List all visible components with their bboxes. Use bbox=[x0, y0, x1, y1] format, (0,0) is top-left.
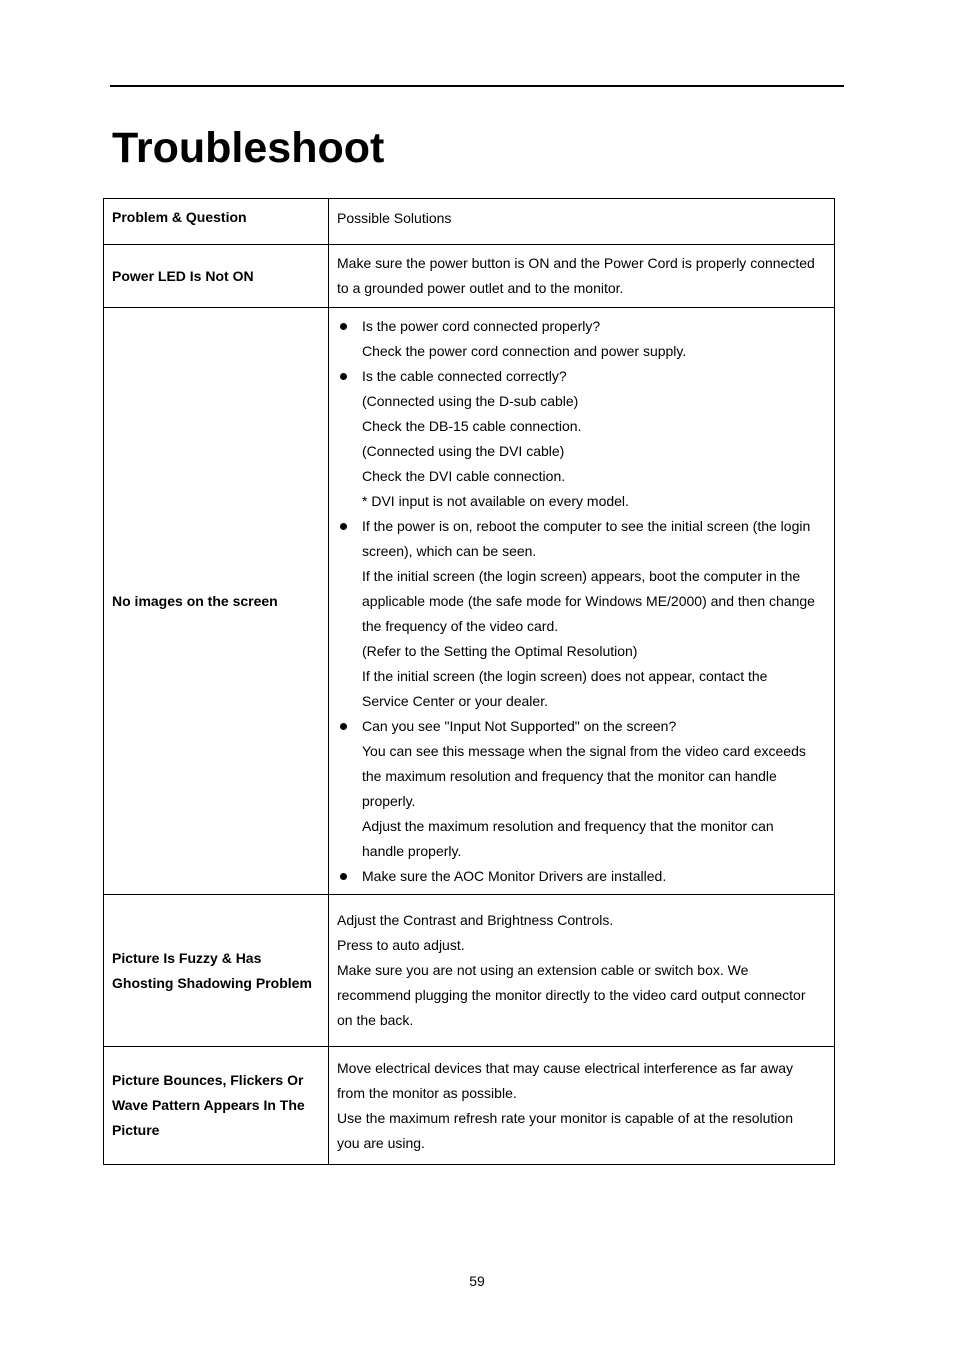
table-row bbox=[104, 895, 835, 1047]
solution-text: handle properly. bbox=[362, 842, 462, 859]
problem-text: Ghosting Shadowing Problem bbox=[112, 974, 312, 991]
solution-text: Use the maximum refresh rate your monitor is capable of at the resolution bbox=[337, 1109, 793, 1126]
solution-text: Check the power cord connection and power supply. bbox=[362, 342, 687, 359]
problem-cell bbox=[104, 1047, 329, 1165]
problem-text: No images on the screen bbox=[112, 592, 278, 609]
table-row bbox=[104, 1047, 835, 1165]
solution-text: recommend plugging the monitor directly to the video card output connector bbox=[337, 987, 806, 1003]
list-item bbox=[337, 864, 826, 889]
solution-text: properly. bbox=[362, 792, 416, 809]
bullet-icon bbox=[340, 873, 347, 880]
solution-text: (Connected using the D-sub cable) bbox=[362, 392, 579, 409]
solution-text: from the monitor as possible. bbox=[337, 1084, 517, 1101]
problem-text: Wave Pattern Appears In The bbox=[112, 1097, 305, 1113]
solution-text: Make sure the AOC Monitor Drivers are installed. bbox=[362, 867, 667, 884]
solution-text: Check the DB-15 cable connection. bbox=[362, 417, 582, 434]
solution-text: to a grounded power outlet and to the monitor. bbox=[337, 280, 624, 296]
table-row bbox=[104, 308, 835, 895]
solution-text: applicable mode (the safe mode for Windows ME/2000) and then change bbox=[362, 592, 815, 609]
page-number: 59 bbox=[469, 1273, 485, 1289]
list-item bbox=[337, 714, 826, 864]
header-solution-cell bbox=[329, 199, 835, 245]
solution-text: Make sure you are not using an extension cable or switch box. We bbox=[337, 962, 749, 978]
list-item bbox=[337, 314, 826, 364]
solution-text: on the back. bbox=[337, 1012, 414, 1028]
problem-text: Picture bbox=[112, 1122, 160, 1138]
bullet-icon bbox=[340, 373, 347, 380]
solution-text: You can see this message when the signal from the video card exceeds bbox=[362, 742, 806, 759]
troubleshoot-table bbox=[103, 198, 835, 1165]
table-row bbox=[104, 245, 835, 308]
solution-cell bbox=[329, 895, 835, 1047]
solution-cell bbox=[329, 245, 835, 308]
solution-text: (Refer to the Setting the Optimal Resolution) bbox=[362, 642, 638, 659]
solution-cell bbox=[329, 1047, 835, 1165]
solution-text: screen), which can be seen. bbox=[362, 542, 537, 559]
solution-text: Adjust the maximum resolution and frequency that the monitor can bbox=[362, 817, 774, 834]
problem-cell bbox=[104, 245, 329, 308]
solution-text: the maximum resolution and frequency that the monitor can handle bbox=[362, 767, 777, 784]
header-solution-label: Possible Solutions bbox=[337, 210, 452, 226]
problem-cell bbox=[104, 895, 329, 1047]
solution-text: * DVI input is not available on every model. bbox=[362, 492, 629, 509]
solution-text: Is the power cord connected properly? bbox=[362, 317, 601, 334]
header-rule bbox=[110, 85, 844, 87]
problem-text: Picture Is Fuzzy & Has bbox=[112, 949, 262, 966]
solution-cell bbox=[329, 308, 835, 895]
problem-text: Power LED Is Not ON bbox=[112, 267, 254, 284]
solution-text: Move electrical devices that may cause electrical interference as far away bbox=[337, 1059, 793, 1076]
solution-text: the frequency of the video card. bbox=[362, 617, 559, 634]
problem-cell bbox=[104, 308, 329, 895]
bullet-icon bbox=[340, 723, 347, 730]
solution-text: Is the cable connected correctly? bbox=[362, 367, 567, 384]
solution-text: Make sure the power button is ON and the Power Cord is properly connected bbox=[337, 255, 815, 271]
bullet-icon bbox=[340, 323, 347, 330]
bullet-icon bbox=[340, 523, 347, 530]
header-problem-cell bbox=[104, 199, 329, 245]
solution-text: Can you see "Input Not Supported" on the screen? bbox=[362, 717, 677, 734]
solution-text: Press to auto adjust. bbox=[337, 937, 465, 953]
solution-text: If the power is on, reboot the computer to see the initial screen (the login bbox=[362, 517, 811, 534]
solution-text: Check the DVI cable connection. bbox=[362, 467, 566, 484]
solution-text: If the initial screen (the login screen) does not appear, contact the bbox=[362, 667, 768, 684]
solution-text: Adjust the Contrast and Brightness Controls. bbox=[337, 912, 614, 928]
solution-text: If the initial screen (the login screen) appears, boot the computer in the bbox=[362, 567, 801, 584]
solution-text: you are using. bbox=[337, 1134, 425, 1151]
header-problem-label: Problem & Question bbox=[112, 209, 247, 225]
page-title: Troubleshoot bbox=[112, 124, 385, 172]
table-header-row bbox=[104, 199, 835, 245]
list-item bbox=[337, 514, 826, 714]
problem-text: Picture Bounces, Flickers Or bbox=[112, 1072, 304, 1088]
solution-text: Service Center or your dealer. bbox=[362, 692, 548, 709]
solution-text: (Connected using the DVI cable) bbox=[362, 442, 565, 459]
list-item bbox=[337, 364, 826, 514]
